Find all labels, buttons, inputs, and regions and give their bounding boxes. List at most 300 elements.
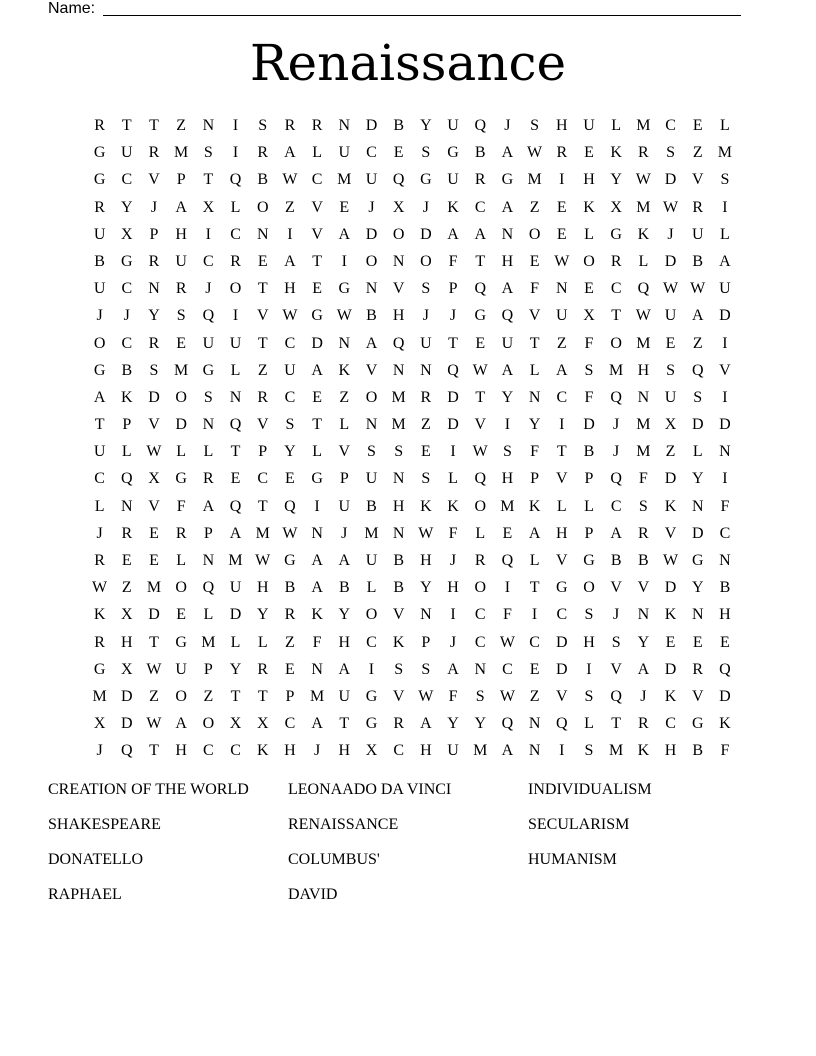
grid-letter: I [450, 606, 456, 624]
grid-letter: D [719, 687, 731, 705]
grid-letter: Y [474, 715, 486, 733]
grid-letter: V [148, 171, 160, 189]
grid-letter: R [556, 144, 568, 162]
grid-row [86, 547, 739, 574]
grid-letter: B [638, 552, 649, 569]
grid-letter: U [175, 252, 187, 270]
grid-letter: I [559, 416, 565, 434]
grid-letter: E [584, 144, 594, 162]
grid-letter: L [611, 117, 622, 134]
grid-letter: T [230, 687, 241, 705]
grid-letter: C [203, 252, 214, 270]
grid-letter: T [475, 388, 486, 406]
grid-letter: F [448, 252, 458, 270]
grid-letter: U [501, 334, 514, 352]
grid-letter: C [284, 715, 296, 733]
grid-letter: F [312, 633, 322, 651]
grid-letter: R [393, 715, 404, 733]
grid-letter: O [528, 225, 541, 243]
word-list-item: COLUMBUS' [288, 851, 380, 868]
grid-letter: Y [637, 633, 650, 651]
grid-letter: O [229, 280, 242, 298]
grid-row [86, 465, 739, 492]
grid-letter: R [203, 470, 214, 488]
grid-letter: C [284, 388, 296, 406]
grid-letter: X [610, 198, 622, 216]
grid-letter: D [691, 524, 704, 542]
grid-letter: L [584, 497, 594, 515]
grid-letter: A [338, 552, 351, 569]
grid-letter: O [365, 388, 378, 406]
grid-letter: L [475, 524, 486, 542]
grid-letter: C [610, 280, 622, 298]
grid-letter: C [610, 497, 622, 515]
grid-letter: A [610, 524, 622, 542]
grid-letter: G [610, 225, 622, 243]
grid-letter: J [341, 524, 348, 542]
grid-row [86, 737, 739, 764]
grid-letter: D [583, 416, 595, 434]
grid-letter: L [638, 252, 649, 270]
grid-letter: Z [149, 687, 159, 705]
grid-letter: T [312, 252, 322, 270]
grid-letter: S [149, 361, 159, 379]
grid-letter: W [472, 443, 488, 461]
grid-letter: Q [474, 117, 486, 134]
grid-letter: U [664, 388, 677, 406]
grid-letter: D [121, 715, 133, 733]
grid-letter: C [121, 171, 133, 189]
grid-letter: A [691, 307, 704, 325]
grid-letter: N [338, 117, 351, 134]
grid-letter: L [94, 497, 105, 515]
grid-letter: R [94, 633, 105, 651]
grid-letter: G [93, 144, 106, 162]
grid-letter: L [312, 144, 322, 162]
grid-letter: N [148, 280, 160, 298]
grid-letter: C [284, 334, 296, 352]
grid-letter: Q [392, 171, 405, 189]
grid-letter: W [662, 198, 679, 216]
grid-letter: X [392, 198, 405, 216]
grid-letter: Q [556, 715, 568, 733]
grid-letter: K [392, 633, 405, 651]
grid-letter: W [282, 524, 298, 542]
grid-letter: M [527, 171, 542, 189]
grid-letter: M [636, 198, 651, 216]
grid-row [86, 357, 739, 384]
grid-letter: H [284, 742, 296, 760]
grid-letter: W [472, 361, 488, 379]
grid-letter: U [338, 687, 351, 705]
grid-letter: Z [529, 198, 540, 216]
word-list-item: DONATELLO [48, 851, 144, 868]
grid-letter: I [232, 117, 239, 134]
grid-letter: H [664, 742, 677, 760]
grid-letter: U [583, 117, 595, 134]
grid-letter: T [448, 334, 458, 352]
grid-letter: S [584, 361, 594, 379]
grid-letter: S [666, 361, 675, 379]
grid-letter: L [203, 606, 214, 624]
grid-letter: S [666, 144, 675, 162]
grid-letter: O [365, 606, 378, 624]
grid-letter: D [175, 416, 187, 434]
grid-letter: Z [420, 416, 431, 434]
grid-letter: G [284, 552, 296, 569]
grid-letter: Q [202, 307, 215, 325]
grid-letter: V [556, 552, 568, 569]
grid-letter: R [638, 715, 649, 733]
grid-letter: Q [501, 307, 514, 325]
grid-letter: Y [121, 198, 133, 216]
grid-letter: G [93, 171, 106, 189]
grid-letter: X [121, 606, 133, 624]
grid-letter: D [447, 388, 459, 406]
word-list-item: CREATION OF THE WORLD [48, 781, 249, 798]
grid-letter: E [475, 334, 486, 352]
grid-letter: U [202, 334, 215, 352]
grid-letter: O [610, 334, 622, 352]
grid-letter: B [257, 171, 269, 189]
grid-letter: M [255, 524, 270, 542]
grid-letter: J [613, 416, 620, 434]
grid-letter: F [638, 470, 648, 488]
grid-letter: G [338, 280, 351, 298]
grid-letter: M [636, 334, 651, 352]
grid-letter: W [527, 144, 543, 162]
grid-letter: V [392, 687, 405, 705]
grid-letter: O [175, 579, 187, 597]
grid-letter: R [420, 388, 432, 406]
grid-letter: U [365, 470, 378, 488]
grid-letter: P [176, 171, 186, 189]
word-list [48, 778, 768, 918]
word-list-item: RAPHAEL [48, 886, 122, 903]
grid-letter: E [665, 334, 676, 352]
grid-letter: M [609, 742, 624, 760]
grid-letter: H [256, 579, 269, 597]
grid-letter: J [422, 307, 429, 325]
grid-letter: H [556, 524, 568, 542]
grid-letter: R [692, 198, 704, 216]
grid-letter: G [691, 552, 704, 569]
grid-letter: S [203, 144, 213, 162]
grid-letter: T [611, 715, 622, 733]
grid-letter: K [93, 606, 106, 624]
grid-letter: J [150, 198, 158, 216]
grid-letter: P [421, 633, 431, 651]
grid-letter: Q [121, 470, 133, 488]
grid-letter: K [338, 361, 351, 379]
grid-letter: M [636, 117, 651, 134]
grid-letter: W [146, 443, 162, 461]
grid-letter: E [257, 252, 268, 270]
grid-letter: V [664, 524, 677, 542]
grid-letter: Z [665, 443, 676, 461]
grid-letter: B [121, 361, 133, 379]
grid-letter: W [635, 307, 651, 325]
grid-letter: Y [610, 171, 622, 189]
grid-letter: K [637, 225, 650, 243]
grid-letter: U [447, 171, 459, 189]
grid-letter: X [256, 715, 269, 733]
grid-letter: M [391, 416, 406, 434]
grid-letter: I [232, 144, 239, 162]
grid-letter: J [368, 198, 375, 216]
grid-letter: V [691, 687, 704, 705]
grid-letter: U [365, 171, 378, 189]
grid-letter: K [610, 144, 622, 162]
grid-letter: L [529, 361, 540, 379]
grid-letter: C [230, 742, 241, 760]
grid-letter: M [717, 144, 733, 162]
grid-letter: P [339, 470, 349, 488]
grid-letter: D [664, 252, 677, 270]
grid-letter: M [337, 171, 352, 189]
grid-letter: A [556, 361, 568, 379]
grid-letter: J [96, 307, 103, 325]
grid-letter: N [202, 117, 215, 134]
grid-letter: K [719, 715, 731, 733]
grid-letter: V [610, 579, 622, 597]
grid-letter: C [393, 742, 404, 760]
grid-letter: U [338, 497, 351, 515]
grid-letter: S [638, 497, 648, 515]
grid-letter: S [584, 742, 594, 760]
grid-letter: Q [637, 280, 650, 298]
grid-letter: N [420, 361, 432, 379]
grid-letter: F [502, 606, 512, 624]
grid-row [86, 411, 739, 438]
grid-letter: B [692, 252, 704, 270]
grid-letter: T [149, 633, 159, 651]
grid-letter: V [256, 416, 269, 434]
grid-letter: Q [610, 388, 622, 406]
grid-letter: C [474, 633, 486, 651]
grid-letter: R [94, 117, 105, 134]
grid-letter: Q [229, 497, 242, 515]
grid-letter: Y [691, 579, 704, 597]
grid-letter: Q [474, 280, 486, 298]
grid-letter: S [421, 144, 431, 162]
grid-letter: V [311, 198, 323, 216]
grid-letter: H [501, 252, 514, 270]
grid-letter: L [176, 552, 187, 569]
grid-letter: B [610, 552, 622, 569]
grid-letter: C [366, 144, 377, 162]
grid-letter: L [312, 443, 322, 461]
grid-letter: W [418, 687, 434, 705]
grid-letter: M [228, 552, 243, 569]
grid-letter: N [392, 361, 405, 379]
grid-letter: O [175, 388, 187, 406]
grid-letter: R [94, 198, 105, 216]
grid-letter: X [93, 715, 106, 733]
grid-row [86, 384, 739, 411]
grid-letter: Q [447, 361, 459, 379]
grid-letter: A [338, 225, 351, 243]
grid-letter: K [447, 497, 459, 515]
grid-letter: G [556, 579, 568, 597]
grid-letter: W [282, 307, 298, 325]
grid-row [86, 221, 739, 248]
grid-letter: O [175, 687, 187, 705]
grid-letter: M [500, 497, 515, 515]
grid-letter: K [447, 198, 459, 216]
grid-letter: S [421, 660, 431, 678]
grid-letter: K [664, 497, 677, 515]
grid-row [86, 574, 739, 601]
grid-letter: N [420, 606, 432, 624]
grid-letter: G [474, 307, 486, 325]
grid-letter: C [257, 470, 269, 488]
grid-letter: F [720, 742, 730, 760]
grid-letter: C [556, 388, 568, 406]
grid-letter: N [229, 388, 242, 406]
grid-letter: W [146, 715, 162, 733]
grid-letter: N [528, 715, 541, 733]
grid-letter: U [447, 742, 459, 760]
grid-letter: N [392, 252, 405, 270]
name-line [103, 15, 741, 16]
grid-letter: N [637, 606, 650, 624]
grid-letter: J [422, 198, 429, 216]
grid-letter: S [394, 443, 404, 461]
grid-letter: L [366, 579, 377, 597]
grid-letter: Q [501, 552, 514, 569]
grid-letter: B [284, 579, 296, 597]
grid-letter: W [662, 552, 679, 569]
grid-letter: S [502, 443, 512, 461]
grid-letter: S [611, 633, 621, 651]
grid-letter: L [556, 497, 567, 515]
grid-letter: A [311, 552, 323, 569]
grid-letter: F [584, 388, 594, 406]
grid-letter: E [312, 280, 322, 298]
grid-letter: F [584, 334, 594, 352]
grid-letter: V [148, 497, 160, 515]
grid-letter: D [365, 225, 378, 243]
grid-letter: A [501, 198, 514, 216]
grid-letter: M [364, 524, 379, 542]
grid-letter: S [720, 171, 730, 189]
grid-letter: T [611, 307, 622, 325]
grid-letter: L [203, 443, 214, 461]
grid-row [86, 629, 739, 656]
grid-letter: Z [203, 687, 214, 705]
word-list-item: RENAISSANCE [288, 816, 399, 833]
grid-letter: T [257, 334, 268, 352]
grid-letter: A [528, 524, 541, 542]
grid-letter: U [691, 225, 704, 243]
grid-letter: I [722, 198, 728, 216]
grid-letter: I [314, 497, 320, 515]
grid-letter: Y [256, 606, 269, 624]
grid-letter: A [175, 715, 187, 733]
grid-row [86, 248, 739, 275]
grid-letter: V [528, 307, 541, 325]
grid-letter: B [692, 742, 704, 760]
grid-letter: J [640, 687, 647, 705]
grid-letter: Q [121, 742, 133, 760]
grid-letter: V [392, 606, 405, 624]
grid-letter: X [229, 715, 242, 733]
grid-row [86, 438, 739, 465]
grid-letter: Q [392, 334, 405, 352]
grid-letter: D [556, 660, 568, 678]
grid-letter: H [420, 552, 432, 569]
grid-letter: T [556, 443, 567, 461]
grid-letter: R [257, 144, 269, 162]
name-label: Name: [48, 0, 96, 17]
grid-letter: G [420, 171, 432, 189]
grid-letter: V [474, 416, 486, 434]
grid-letter: S [421, 470, 431, 488]
grid-letter: J [504, 117, 511, 134]
grid-letter: L [176, 443, 187, 461]
grid-row [86, 112, 739, 139]
grid-row [86, 710, 739, 737]
grid-letter: A [93, 388, 106, 406]
grid-letter: R [284, 606, 296, 624]
grid-letter: K [420, 497, 432, 515]
grid-letter: R [148, 252, 160, 270]
word-list-item: LEONAADO DA VINCI [288, 781, 452, 798]
grid-letter: A [474, 225, 486, 243]
grid-letter: A [284, 144, 296, 162]
grid-letter: H [338, 742, 351, 760]
grid-letter: Q [610, 687, 622, 705]
grid-letter: Y [501, 388, 514, 406]
grid-letter: C [474, 198, 486, 216]
grid-letter: Q [691, 361, 704, 379]
grid-letter: P [584, 470, 594, 488]
grid-letter: Y [528, 416, 541, 434]
grid-letter: I [504, 579, 511, 597]
grid-letter: W [255, 552, 271, 569]
grid-letter: E [665, 633, 676, 651]
grid-letter: H [447, 579, 459, 597]
grid-letter: W [92, 579, 108, 597]
grid-letter: O [93, 334, 106, 352]
grid-letter: X [121, 660, 133, 678]
grid-letter: E [285, 660, 295, 678]
grid-letter: T [257, 687, 268, 705]
grid-letter: V [256, 307, 269, 325]
grid-letter: A [447, 225, 459, 243]
grid-letter: U [93, 225, 106, 243]
grid-letter: K [583, 198, 595, 216]
grid-letter: I [450, 443, 456, 461]
grid-letter: G [202, 361, 215, 379]
grid-letter: W [146, 660, 162, 678]
grid-letter: D [664, 660, 677, 678]
grid-letter: T [149, 742, 159, 760]
grid-letter: M [146, 579, 162, 597]
grid-row [86, 330, 739, 357]
grid-letter: F [720, 497, 730, 515]
grid-letter: B [94, 252, 105, 270]
grid-letter: D [365, 117, 378, 134]
grid-letter: J [667, 225, 674, 243]
grid-row [86, 166, 739, 193]
grid-letter: L [448, 470, 458, 488]
grid-letter: R [121, 524, 133, 542]
grid-letter: L [720, 225, 730, 243]
grid-letter: O [365, 252, 378, 270]
grid-letter: N [556, 280, 568, 298]
